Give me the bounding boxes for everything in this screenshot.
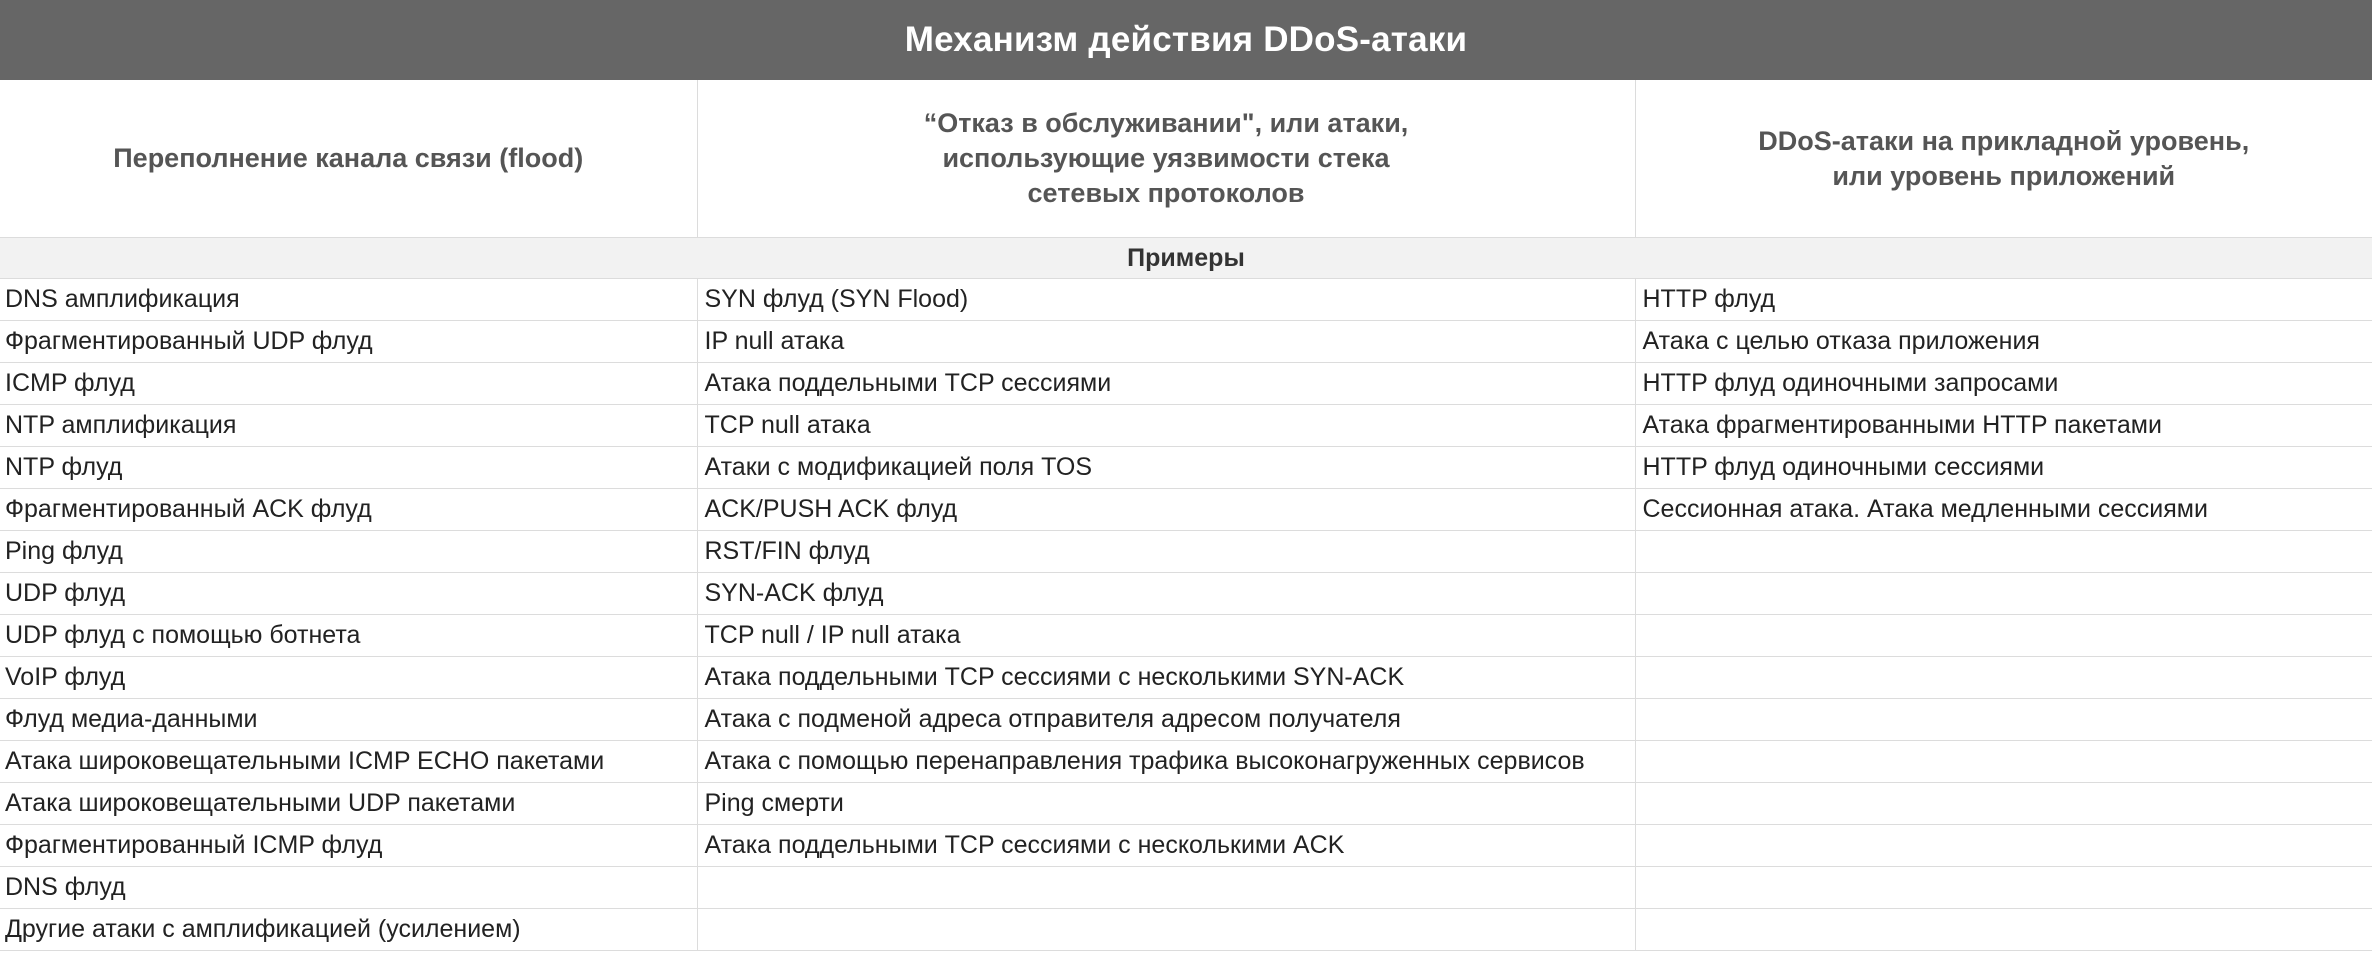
table-cell [1635, 573, 2372, 615]
table-row [0, 783, 2372, 825]
table-cell: Атака широковещательными UDP пакетами [0, 783, 697, 825]
table-cell [1635, 615, 2372, 657]
table-title: Механизм действия DDoS-атаки [0, 0, 2372, 80]
table-cell [1635, 825, 2372, 867]
table-row [0, 489, 2372, 531]
table-cell: VoIP флуд [0, 657, 697, 699]
table-cell: Фрагментированный ICMP флуд [0, 825, 697, 867]
table-row [0, 447, 2372, 489]
table-cell: Сессионная атака. Атака медленными сессиями [1635, 489, 2372, 531]
table-row [0, 825, 2372, 867]
table-cell [697, 909, 1635, 951]
table-cell: Атака с помощью перенаправления трафика высоконагруженных сервисов [697, 741, 1635, 783]
table-cell: IP null атака [697, 321, 1635, 363]
table-row [0, 909, 2372, 951]
table-cell: ACK/PUSH ACK флуд [697, 489, 1635, 531]
ddos-attack-table [0, 80, 2372, 951]
table-row [0, 531, 2372, 573]
table-row [0, 363, 2372, 405]
table-cell: Флуд медиа-данными [0, 699, 697, 741]
table-cell: SYN флуд (SYN Flood) [697, 279, 1635, 321]
table-cell: Фрагментированный ACK флуд [0, 489, 697, 531]
table-cell: UDP флуд [0, 573, 697, 615]
table-cell: Другие атаки с амплификацией (усилением) [0, 909, 697, 951]
table-cell: NTP флуд [0, 447, 697, 489]
table-cell: NTP амплификация [0, 405, 697, 447]
table-cell [1635, 657, 2372, 699]
table-cell: HTTP флуд [1635, 279, 2372, 321]
table-row [0, 321, 2372, 363]
table-cell: Атака поддельными TCP сессиями с несколькими SYN-ACK [697, 657, 1635, 699]
table-cell: Атака фрагментированными HTTP пакетами [1635, 405, 2372, 447]
table-cell: Ping флуд [0, 531, 697, 573]
section-label: Примеры [0, 238, 2372, 279]
table-cell: Атака с подменой адреса отправителя адресом получателя [697, 699, 1635, 741]
column-header-protocol-stack: “Отказ в обслуживании", или атаки, использующие уязвимости стека сетевых протоколов [697, 80, 1635, 238]
table-row [0, 279, 2372, 321]
table-cell: TCP null / IP null атака [697, 615, 1635, 657]
table-cell: Ping смерти [697, 783, 1635, 825]
section-row-examples [0, 238, 2372, 279]
table-row [0, 741, 2372, 783]
table-cell: Атака поддельными TCP сессиями [697, 363, 1635, 405]
table-cell [1635, 741, 2372, 783]
table-cell: DNS амплификация [0, 279, 697, 321]
table-cell: UDP флуд с помощью ботнета [0, 615, 697, 657]
table-row [0, 867, 2372, 909]
table-cell [1635, 699, 2372, 741]
table-cell [1635, 531, 2372, 573]
column-header-application-layer: DDoS-атаки на прикладной уровень, или уровень приложений [1635, 80, 2372, 238]
column-header-flood: Переполнение канала связи (flood) [0, 80, 697, 238]
table-cell: Атака широковещательными ICMP ECHO пакетами [0, 741, 697, 783]
table-cell [1635, 867, 2372, 909]
table-cell: RST/FIN флуд [697, 531, 1635, 573]
table-cell [697, 867, 1635, 909]
table-cell: Атака поддельными TCP сессиями с несколькими ACK [697, 825, 1635, 867]
table-cell: TCP null атака [697, 405, 1635, 447]
table-cell: Атака с целью отказа приложения [1635, 321, 2372, 363]
table-cell [1635, 783, 2372, 825]
table-cell: HTTP флуд одиночными запросами [1635, 363, 2372, 405]
table-row [0, 573, 2372, 615]
column-header-row [0, 80, 2372, 238]
table-row [0, 405, 2372, 447]
table-cell [1635, 909, 2372, 951]
table-cell: HTTP флуд одиночными сессиями [1635, 447, 2372, 489]
table-cell: SYN-ACK флуд [697, 573, 1635, 615]
table-row [0, 657, 2372, 699]
table-cell: Атаки с модификацией поля TOS [697, 447, 1635, 489]
table-cell: ICMP флуд [0, 363, 697, 405]
table-cell: Фрагментированный UDP флуд [0, 321, 697, 363]
table-row [0, 615, 2372, 657]
table-row [0, 699, 2372, 741]
table-cell: DNS флуд [0, 867, 697, 909]
